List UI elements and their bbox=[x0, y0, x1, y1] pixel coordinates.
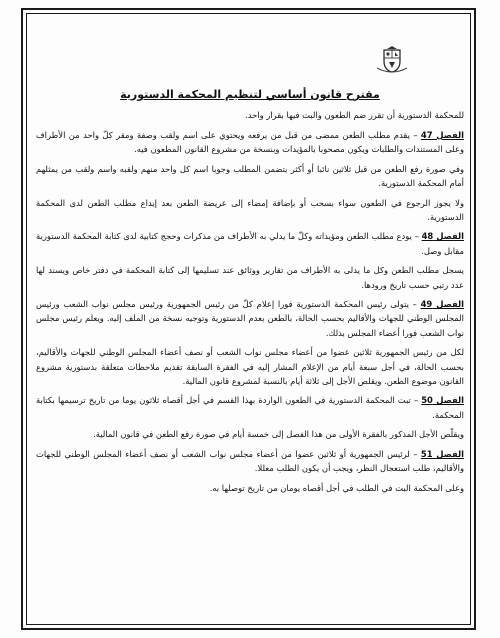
paragraph-text: للمحكمة الدستورية أن تقرر ضم الطعون والبت فيها بقرار واحد. bbox=[245, 110, 464, 120]
document-title: مقترح قانون أساسي لتنظيم المحكمة الدستورية bbox=[120, 88, 380, 101]
paragraph-text: – يودع مطلب الطعن ومؤيداته وكلّ ما يدلي به الأطراف من مذكرات وحجج كتابية لدى كتابة المحكمة الدستورية مقابل وصل. bbox=[36, 231, 464, 256]
document-body bbox=[36, 108, 464, 501]
paragraph-text: ولا يجوز الرجوع في الطعون سواء بسحب أو بإضافة إمضاء إلى عريضة الطعن بعد إيداع مطلب الطعن لدى المحكمة الدستورية. bbox=[36, 197, 464, 222]
chapter-number: الفصل 50 bbox=[421, 395, 464, 406]
paragraph-text: – تبت المحكمة الدستورية في الطعون الواردة بهذا القسم في أجل أقصاه ثلاثون يوما من تاريخ ترسيمها بكتابة المحكمة. bbox=[36, 395, 464, 420]
paragraph bbox=[36, 427, 464, 441]
paragraph-text: يسجل مطلب الطعن وكل ما يدلى به الأطراف من تقارير ووثائق عند تسليمها إلى كتابة المحكمة في دفتر خاص ويسند لها عدد رتبي حسب تاريخ ورودها. bbox=[36, 265, 464, 290]
paragraph bbox=[36, 345, 464, 388]
paragraph-text: لكل من رئيس الجمهورية ثلاثين عضوا من أعضاء مجلس نواب الشعب أو نصف أعضاء المجلس الوطني للجهات والأقاليم، بحسب الحالة، في أجل سبعة أيام من الإعلام المشار إليه في الفقرة السابقة تقديم ملاحظات متعلقة بدستورية مشروع القانون موضوع الطعن. ويقلص الأجل إلى ثلاثة أيام بالنسبة لمشروع قانون المالية. bbox=[36, 347, 464, 386]
paragraph-text: – يتولى رئيس المحكمة الدستورية فورا إعلام كلّ من رئيس الجمهورية ورئيس مجلس نواب الشعب ورئيس المجلس الوطني للجهات والأقاليم بحسب الحالة، بالطعن بعدم الدستورية وتوجيه نسخة من الملف إليه. ويعلم رئيس مجلس نواب الشعب فورا أعضاء المجلس بذلك. bbox=[36, 299, 464, 338]
paragraph bbox=[36, 393, 464, 421]
paragraph bbox=[36, 162, 464, 190]
paragraph bbox=[36, 229, 464, 257]
paragraph bbox=[36, 297, 464, 340]
chapter-number: الفصل 47 bbox=[420, 129, 465, 140]
coat-of-arms-icon bbox=[375, 44, 409, 74]
paragraph-text: وفي صورة رفع الطعن من قبل ثلاثين نائبا أو أكثر يتضمن المطلب وجوبا اسم كل واحد منهم ولقبه واسم ولقب من يمثلهم أمام المحكمة الدستورية. bbox=[36, 163, 464, 188]
paragraph-text: ويقلّص الأجل المذكور بالفقرة الأولى من هذا الفصل إلى خمسة أيام في صورة رفع الطعن في قانون المالية. bbox=[93, 429, 464, 440]
chapter-number: الفصل 48 bbox=[421, 231, 464, 242]
paragraph-text: – لرئيس الجمهورية أو ثلاثين عضوا من أعضاء مجلس نواب الشعب أو نصف أعضاء المجلس الوطني للجهات والأقاليم، طلب استعجال النظر، ويجب أن يكون الطلب معللا. bbox=[36, 449, 464, 474]
paragraph bbox=[36, 196, 464, 224]
chapter-number: الفصل 49 bbox=[420, 299, 465, 310]
paragraph-text: – يقدم مطلب الطعن ممضى من قبل من يرفعه ويحتوي على اسم ولقب وصفة ومقر كلّ واحد من الأطراف وعلى المستندات والطلبات ويكون مصحوبا بالمؤيدات وبنسخة من مشروع القانون المطعون فيه. bbox=[36, 129, 464, 154]
paragraph bbox=[36, 447, 464, 475]
paragraph bbox=[36, 108, 464, 122]
paragraph bbox=[36, 481, 464, 495]
paragraph-text: وعلى المحكمة البت في الطلب في أجل أقصاه يومان من تاريخ توصلها به. bbox=[209, 482, 464, 493]
chapter-number: الفصل 51 bbox=[420, 449, 464, 460]
paragraph bbox=[36, 128, 464, 156]
paragraph bbox=[36, 263, 464, 291]
